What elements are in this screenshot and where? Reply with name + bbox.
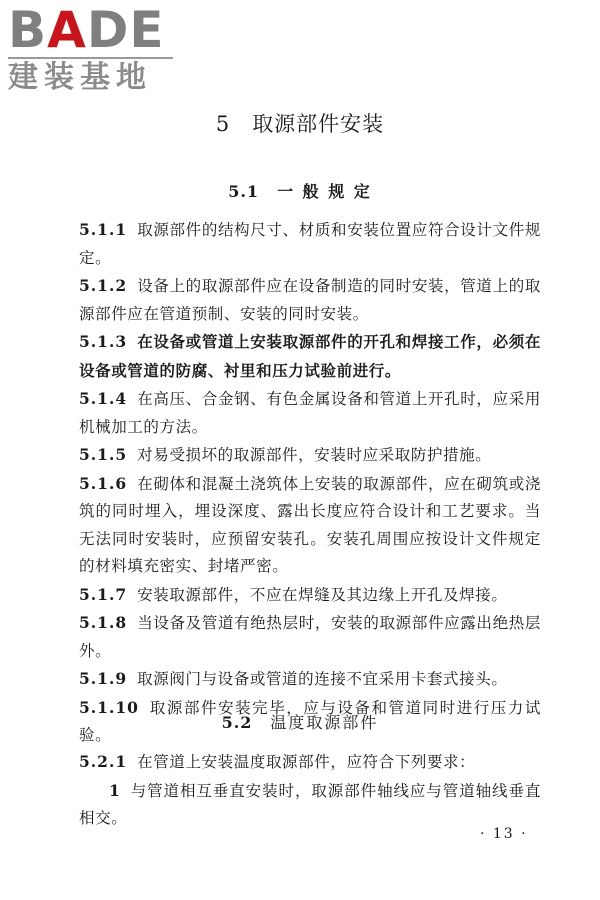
clause-5-1-6: 5.1.6 在砌体和混凝土浇筑体上安装的取源部件，应在砌筑或浇筑的同时埋入，埋设深度、露出长度应符合设计和工艺要求。当无法同时安装时，应预留安装孔。安装孔周围应按设计文件规定的材料填充密实、封堵严密。 [79, 473, 541, 575]
clause-5-1-8: 5.1.8 当设备及管道有绝热层时，安装的取源部件应露出绝热层外。 [79, 613, 541, 660]
logo-wordmark: BADE [8, 1, 165, 59]
clause-5-1-1: 5.1.1 取源部件的结构尺寸、材质和安装位置应符合设计文件规定。 [79, 220, 541, 267]
list-item: 1 与管道相互垂直安装时，取源部件轴线应与管道轴线垂直相交。 [79, 780, 541, 827]
chapter-number: 5 [215, 112, 231, 136]
chapter-title [0, 108, 600, 138]
logo-subtitle: 建装基地 [8, 60, 152, 95]
clause-5-1-3: 5.1.3 在设备或管道上安装取源部件的开孔和焊接工作，必须在设备或管道的防腐、衬里和压力试验前进行。 [79, 332, 541, 380]
section-5-1-clauses [79, 216, 541, 750]
clause-5-1-9: 5.1.9 取源阀门与设备或管道的连接不宜采用卡套式接头。 [79, 669, 508, 688]
chapter-heading: 取源部件安装 [252, 112, 385, 136]
clause-5-1-2: 5.1.2 设备上的取源部件应在设备制造的同时安装，管道上的取源部件应在管道预制、安装的同时安装。 [79, 276, 541, 323]
clause-5-1-10: 5.1.10 取源部件安装完毕，应与设备和管道同时进行压力试验。 [79, 697, 541, 744]
section-title-5-1: 5.1 一 般 规 定 [228, 182, 372, 201]
clause-5-1-7: 5.1.7 安装取源部件，不应在焊缝及其边缘上开孔及焊接。 [79, 584, 508, 604]
bade-logo [8, 1, 183, 95]
clause-5-2-1: 5.2.1 在管道上安装温度取源部件，应符合下列要求： [79, 752, 476, 771]
section-5-2-clauses [79, 748, 541, 833]
page-number: · 13 · [480, 826, 528, 842]
clause-5-1-4: 5.1.4 在高压、合金钢、有色金属设备和管道上开孔时，应采用机械加工的方法。 [79, 389, 541, 436]
section-title-5-2: 5.2 温度取源部件 [221, 713, 379, 732]
clause-5-1-5: 5.1.5 对易受损坏的取源部件，安装时应采取防护措施。 [79, 445, 492, 464]
